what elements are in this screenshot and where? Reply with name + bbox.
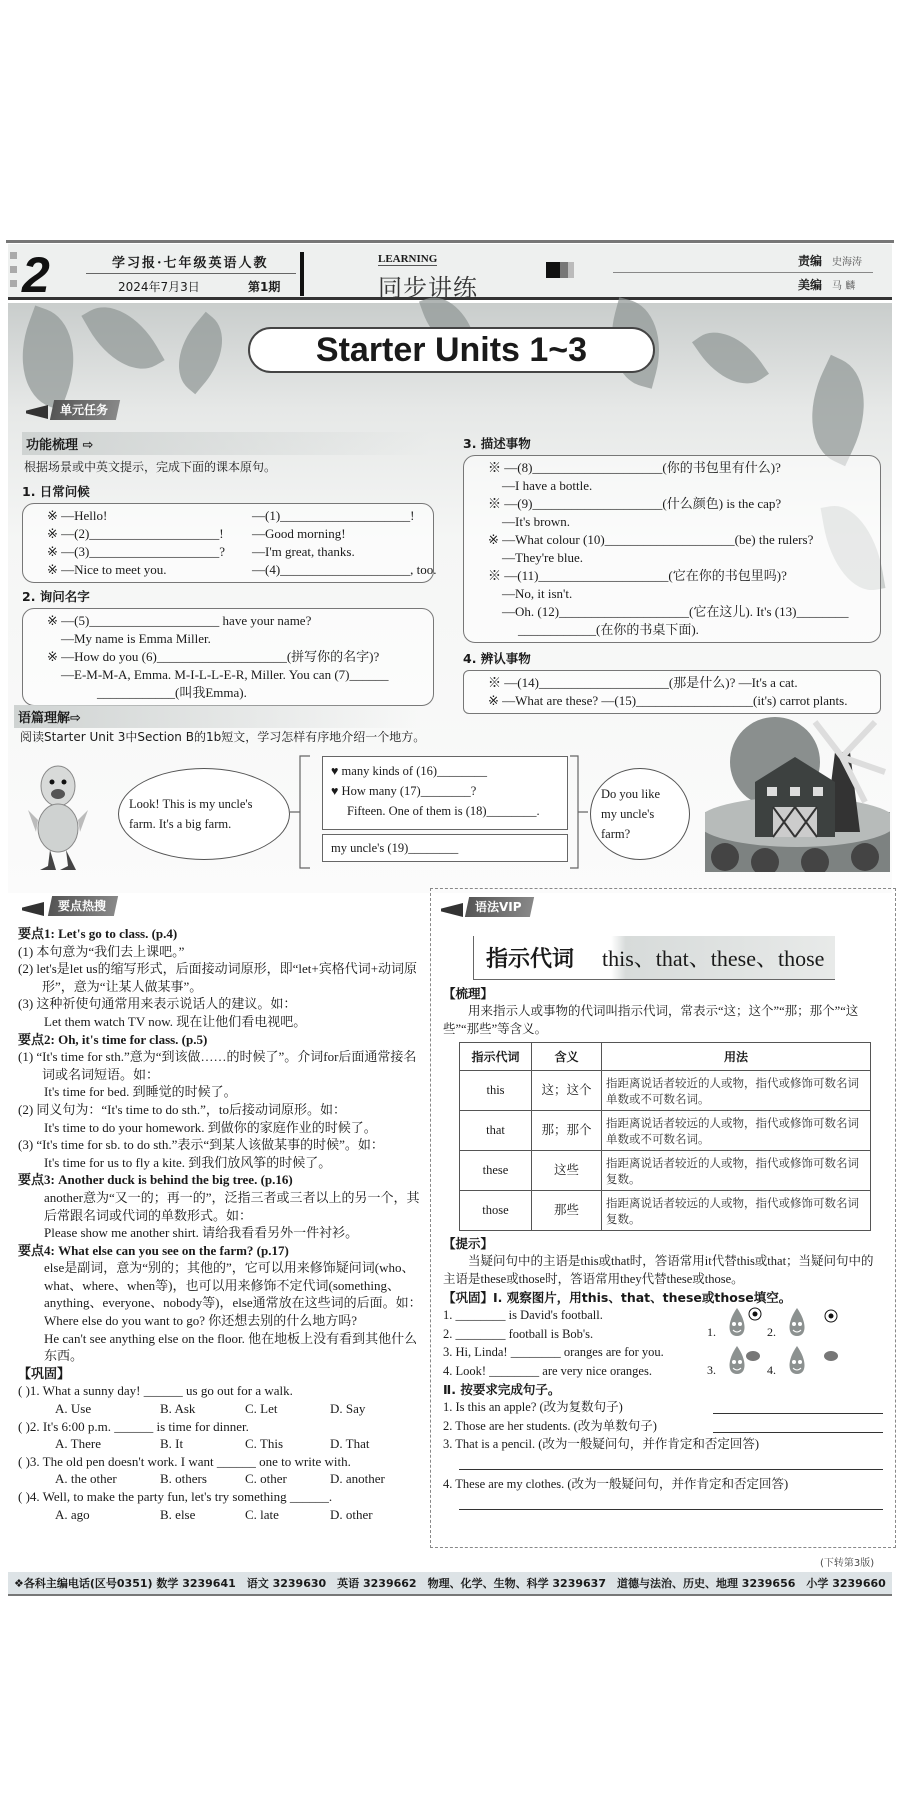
dialogue-line: ※ —Hello! <box>47 508 108 523</box>
rewrite-prompt: 3. That is a pencil. (改为一般疑问句，并作肯定和否定回答) <box>443 1437 760 1451</box>
key-point-text: (3) 这种祈使句通常用来表示说话人的建议。如： <box>18 996 297 1012</box>
decor-block <box>568 262 574 278</box>
rewrite-prompt: 1. Is this an apple? (改为复数句子) <box>443 1400 623 1414</box>
rewrite-prompt: 2. Those are her students. (改为单数句子) <box>443 1418 657 1433</box>
leaf-decoration <box>692 316 769 399</box>
answer-option[interactable]: C. Let <box>245 1401 278 1417</box>
answer-line[interactable] <box>459 1469 883 1470</box>
key-point-heading: 要点2: Oh, it's time for class. (p.5) <box>18 1031 208 1047</box>
function-review-right <box>463 434 881 714</box>
answer-option[interactable]: B. else <box>160 1506 196 1522</box>
subsection-title: 4. 辨认事物 <box>463 651 531 666</box>
answer-option[interactable]: B. Ask <box>160 1401 196 1417</box>
dialogue-row <box>47 543 423 561</box>
key-point-heading: 要点3: Another duck is behind the big tree. (p.16) <box>18 1172 293 1188</box>
key-point-heading: 要点1: Let's go to class. (p.4) <box>18 926 178 941</box>
key-point-text: It's time for bed. 到睡觉的时候了。 <box>44 1084 237 1100</box>
decor-block <box>546 262 560 278</box>
issue-date: 2024年7月3日 <box>118 280 200 294</box>
key-point-text: Let them watch TV now. 现在让他们看电视吧。 <box>44 1013 307 1029</box>
answer-option[interactable]: C. late <box>245 1506 279 1522</box>
paper-title: 学习报·七年级英语人教 <box>112 256 269 271</box>
table-cell: 那些 <box>532 1191 602 1231</box>
picture-label: 3. <box>707 1363 716 1377</box>
dialogue-line: ※ —(9)____________________(什么颜色) is the cap? <box>488 496 782 511</box>
editor-credit <box>798 252 862 269</box>
answer-option[interactable]: D. Say <box>330 1401 366 1417</box>
art-name: 马 麟 <box>832 281 856 292</box>
answer-option[interactable]: C. This <box>245 1436 284 1452</box>
answer-option[interactable]: A. ago <box>55 1506 90 1522</box>
top-rule <box>6 240 894 243</box>
table-row <box>460 1071 871 1111</box>
dialogue-line: —Oh. (12)____________________(它在这儿). It's (13)________ <box>502 604 849 619</box>
table-cell: those <box>460 1191 532 1231</box>
question-options <box>18 1435 428 1453</box>
practice-heading: 【巩固】 <box>18 1365 71 1381</box>
table-cell: that <box>460 1111 532 1151</box>
editor-label: 责编 <box>798 254 823 268</box>
rewrite-item <box>443 1417 883 1436</box>
names-dialogue-box <box>22 608 434 706</box>
bracket-left <box>290 752 320 872</box>
picture-label: 2. <box>767 1325 776 1339</box>
table-header: 指示代词 <box>460 1043 532 1071</box>
dialogue-line: ※ —(8)____________________(你的书包里有什么)? <box>488 460 781 475</box>
instruction: 根据场景或中英文提示，完成下面的课本原句。 <box>24 460 277 474</box>
picture-label: 1. <box>707 1325 716 1339</box>
tag-label: 语法VIP <box>475 900 522 914</box>
dialogue-line: —It's brown. <box>502 514 571 529</box>
cartoon-drop-icon <box>783 1344 843 1380</box>
answer-option[interactable]: A. There <box>55 1436 101 1452</box>
function-review-left <box>22 432 437 706</box>
question-stem: ( )2. It's 6:00 p.m. ______ is time for dinner. <box>18 1418 249 1434</box>
subsection-title: 1. 日常问候 <box>22 484 90 499</box>
key-point-text: (2) let's是let us的缩写形式，后面接动词原形，即“let+宾格代词+动词原形”，意为“让某人做某事”。 <box>18 961 418 994</box>
start-bubble: Look! This is my uncle's farm. It's a big farm. <box>118 768 290 860</box>
table-header: 用法 <box>602 1043 871 1071</box>
dialogue-line: ※ —(11)____________________(它在你的书包里吗)? <box>488 568 787 583</box>
answer-line[interactable] <box>459 1509 883 1510</box>
continued-note: (下转第3版) <box>820 1558 875 1569</box>
exercise2-heading: Ⅱ. 按要求完成句子。 <box>443 1382 561 1397</box>
question-stem: ( )3. The old pen doesn't work. I want ______ one to write with. <box>18 1453 351 1469</box>
dialogue-line: —(1)____________________! <box>252 508 415 523</box>
content-box-1 <box>322 756 568 830</box>
instruction: 阅读Starter Unit 3中Section B的1b短文，学习怎样有序地介绍一个地方。 <box>20 730 426 744</box>
key-point-text: else是副词，意为“别的；其他的”，它可以用来修饰疑问词(who、what、where、when等)，也可以用来修饰不定代词(something、anything、everyone、nobody等)，else通常放在这些词的后面。如： <box>44 1260 422 1311</box>
grammar-content <box>443 984 883 1515</box>
megaphone-icon <box>441 903 463 917</box>
megaphone-icon <box>22 902 44 916</box>
key-point-text: another意为“又一的；再一的”，泛指三者或三者以上的另一个，其后常跟名词或代词的单数形式。如： <box>44 1189 420 1223</box>
section-heading: 功能梳理 ⇨ <box>22 432 430 455</box>
dialogue-line: ※ —(5)____________________ have your name? <box>47 613 312 628</box>
key-point-text: (1) 本句意为“我们去上课吧。” <box>18 943 185 959</box>
divider <box>86 273 296 274</box>
table-cell: this <box>460 1071 532 1111</box>
rewrite-item <box>443 1398 883 1417</box>
dialogue-line: —E-M-M-A, Emma. M-I-L-L-E-R, Miller. You can (7)______ <box>61 667 389 682</box>
bracket-right <box>568 752 590 872</box>
dialogue-line: ※ —(3)____________________? <box>47 544 226 559</box>
table-row <box>460 1111 871 1151</box>
table-cell: 这；这个 <box>532 1071 602 1111</box>
divider <box>300 252 304 296</box>
answer-option[interactable]: D. other <box>330 1506 373 1522</box>
rewrite-prompt: 4. These are my clothes. (改为一般疑问句，并作肯定和否定回答) <box>443 1477 789 1491</box>
page-number: 2 <box>22 247 50 303</box>
rewrite-item <box>443 1475 883 1515</box>
table-cell: 这些 <box>532 1151 602 1191</box>
answer-option[interactable]: B. It <box>160 1436 184 1452</box>
question-options <box>18 1470 428 1488</box>
grammar-title-cn: 指示代词 <box>486 947 575 972</box>
dialogue-line: ※ —What colour (10)____________________(be) the rulers? <box>488 532 814 547</box>
answer-option[interactable]: D. another <box>330 1471 385 1487</box>
describe-dialogue-box <box>463 455 881 643</box>
answer-option[interactable]: A. the other <box>55 1471 117 1487</box>
section-tag-unit-task <box>50 400 120 420</box>
content-line: ♥ many kinds of (16)________ <box>331 764 488 778</box>
dialogue-line: ____________(在你的书桌下面). <box>518 622 699 637</box>
question-options <box>18 1400 428 1418</box>
dialogue-line: —My name is Emma Miller. <box>61 631 211 646</box>
answer-option[interactable]: C. other <box>245 1471 287 1487</box>
unit-title: Starter Units 1~3 <box>248 327 655 373</box>
dialogue-line: ※ —How do you (6)____________________(拼写你的名字)? <box>47 649 380 664</box>
answer-option[interactable]: B. others <box>160 1471 207 1487</box>
picture-label: 4. <box>767 1363 776 1377</box>
demonstrative-table <box>459 1042 871 1231</box>
identify-dialogue-box <box>463 670 881 714</box>
dialogue-row <box>47 525 423 543</box>
key-point-text: Where else do you want to go? 你还想去别的什么地方吗? <box>44 1313 358 1329</box>
table-cell: 指距离说话者较近的人或物，指代或修饰可数名词单数或不可数名词。 <box>602 1071 871 1111</box>
key-points-section <box>18 925 428 1523</box>
answer-option[interactable]: D. That <box>330 1436 370 1452</box>
question-stem: ( )4. Well, to make the party fun, let's try something ______. <box>18 1489 333 1504</box>
dialogue-line: —I have a bottle. <box>502 478 593 493</box>
leaf-decoration <box>81 291 164 385</box>
grammar-title <box>473 936 835 980</box>
key-point-text: He can't see anything else on the floor. 他在地板上没有看到其他什么东西。 <box>44 1330 418 1364</box>
answer-line[interactable] <box>713 1413 883 1414</box>
question-options <box>18 1506 428 1524</box>
dialogue-line: —Good morning! <box>252 526 346 541</box>
key-point-text: (3) “It's time for sb. to do sth.”表示“到某人该做某事的时候”。如： <box>18 1137 384 1153</box>
key-point-text: (2) 同义句为：“It's time to do sth.”，to后接动词原形。如： <box>18 1101 347 1117</box>
dialogue-line: ※ —(14)____________________(那是什么)? —It's a cat. <box>488 675 798 690</box>
grammar-vip-box <box>430 888 896 1548</box>
review-text: 用来指示人或事物的代词叫指示代词，常表示“这；这个”“那；那个”“这些”“那些”等含义。 <box>443 1004 859 1036</box>
fill-blank-item: 4. Look! ________ are very nice oranges. <box>443 1363 652 1378</box>
table-cell: 那；那个 <box>532 1111 602 1151</box>
dialogue-line: —They're blue. <box>502 550 584 565</box>
footer-contacts: ❖各科主编电话(区号0351) 数学 3239641 语文 3239630 英语 3239662 物理、化学、生物、科学 3239637 道德与法治、历史、地理 3239656 小学 3239660 <box>8 1572 892 1596</box>
question-stem: ( )1. What a sunny day! ______ us go out for a walk. <box>18 1383 293 1399</box>
table-header: 含义 <box>532 1043 602 1071</box>
picture-item <box>767 1306 847 1342</box>
exercise1-heading: 【巩固】Ⅰ. 观察图片，用this、that、these或those填空。 <box>443 1290 792 1305</box>
key-point-text: Please show me another shirt. 请给我看看另外一件衬衫。 <box>44 1225 359 1241</box>
tag-label: 要点热搜 <box>58 899 107 913</box>
farm-illustration <box>705 712 890 872</box>
dialogue-line: ※ —What are these? —(15)__________________(it's) carrot plants. <box>488 693 848 708</box>
dialogue-line: ____________(叫我Emma). <box>97 685 247 700</box>
decor-square <box>10 280 17 287</box>
leaf-decoration <box>161 312 240 395</box>
exercise1 <box>443 1306 883 1380</box>
key-point-text: (1) “It's time for sth.”意为“到该做……的时候了”。介词for后面通常接名词或名词短语。如： <box>18 1049 417 1082</box>
greeting-dialogue-box <box>22 503 437 583</box>
table-cell: 指距离说话者较远的人或物，指代或修饰可数名词复数。 <box>602 1191 871 1231</box>
fill-blank-item: 3. Hi, Linda! ________ oranges are for you. <box>443 1345 664 1359</box>
dialogue-line: —I'm great, thanks. <box>252 544 355 559</box>
decor-square <box>10 266 17 273</box>
dialogue-line: —No, it isn't. <box>502 586 573 601</box>
picture-item <box>767 1344 847 1380</box>
rewrite-item <box>443 1435 883 1475</box>
dialogue-row <box>47 561 437 579</box>
table-row <box>460 1191 871 1231</box>
section-tag-grammar <box>465 897 534 917</box>
decor-square <box>10 252 17 259</box>
table-cell: 指距离说话者较近的人或物，指代或修饰可数名词复数。 <box>602 1151 871 1191</box>
dialogue-line: ※ —(2)____________________! <box>47 526 224 541</box>
art-editor-credit <box>798 276 855 293</box>
decor-block <box>560 262 568 278</box>
column-name: 同步讲练 <box>378 274 478 302</box>
dialogue-line: —(4)____________________, too. <box>252 562 437 577</box>
content-line: Fifteen. One of them is (18)________. <box>347 804 540 818</box>
content-line: ♥ How many (17)________? <box>331 784 477 798</box>
section-heading: 语篇理解⇨ <box>14 705 422 728</box>
cartoon-drop-icon <box>783 1306 843 1342</box>
key-point-text: It's time for us to fly a kite. 到我们放风筝的时候了。 <box>44 1154 332 1170</box>
art-label: 美编 <box>798 278 823 292</box>
tip-text: 当疑问句中的主语是this或that时，答语常用it代替this或that；当疑问句中的主语是these或those时，答语常用they代替these或those。 <box>443 1254 874 1286</box>
table-cell: 指距离说话者较远的人或物，指代或修饰可数名词单数或不可数名词。 <box>602 1111 871 1151</box>
subsection-title: 3. 描述事物 <box>463 436 531 451</box>
divider <box>613 272 873 273</box>
duck-illustration <box>28 760 88 872</box>
key-point-text: It's time to do your homework. 到做你的家庭作业的时候了。 <box>44 1119 377 1135</box>
content-box-2: my uncle's (19)________ <box>322 834 568 862</box>
dialogue-line: ※ —Nice to meet you. <box>47 562 167 577</box>
answer-option[interactable]: A. Use <box>55 1401 92 1417</box>
dialogue-row <box>47 507 423 525</box>
table-cell: these <box>460 1151 532 1191</box>
review-heading: 【梳理】 <box>443 986 494 1001</box>
end-bubble: Do you like my uncle's farm? <box>590 768 690 860</box>
tag-label: 单元任务 <box>60 403 109 417</box>
editor-name: 史海涛 <box>832 257 863 268</box>
table-row <box>460 1151 871 1191</box>
grammar-title-en: this、that、these、those <box>602 946 825 971</box>
leaf-decoration <box>4 305 91 410</box>
fill-blank-item: 2. ________ football is Bob's. <box>443 1326 594 1341</box>
page-header <box>8 244 892 303</box>
key-point-heading: 要点4: What else can you see on the farm? (p.17) <box>18 1242 289 1258</box>
tip-heading: 【提示】 <box>443 1236 494 1251</box>
issue-number: 第1期 <box>248 280 281 294</box>
learning-label: LEARNING <box>378 253 438 265</box>
section-tag-key-points <box>48 896 118 916</box>
answer-line[interactable] <box>713 1432 883 1433</box>
fill-blank-item: 1. ________ is David's football. <box>443 1308 603 1322</box>
subsection-title: 2. 询问名字 <box>22 589 90 604</box>
